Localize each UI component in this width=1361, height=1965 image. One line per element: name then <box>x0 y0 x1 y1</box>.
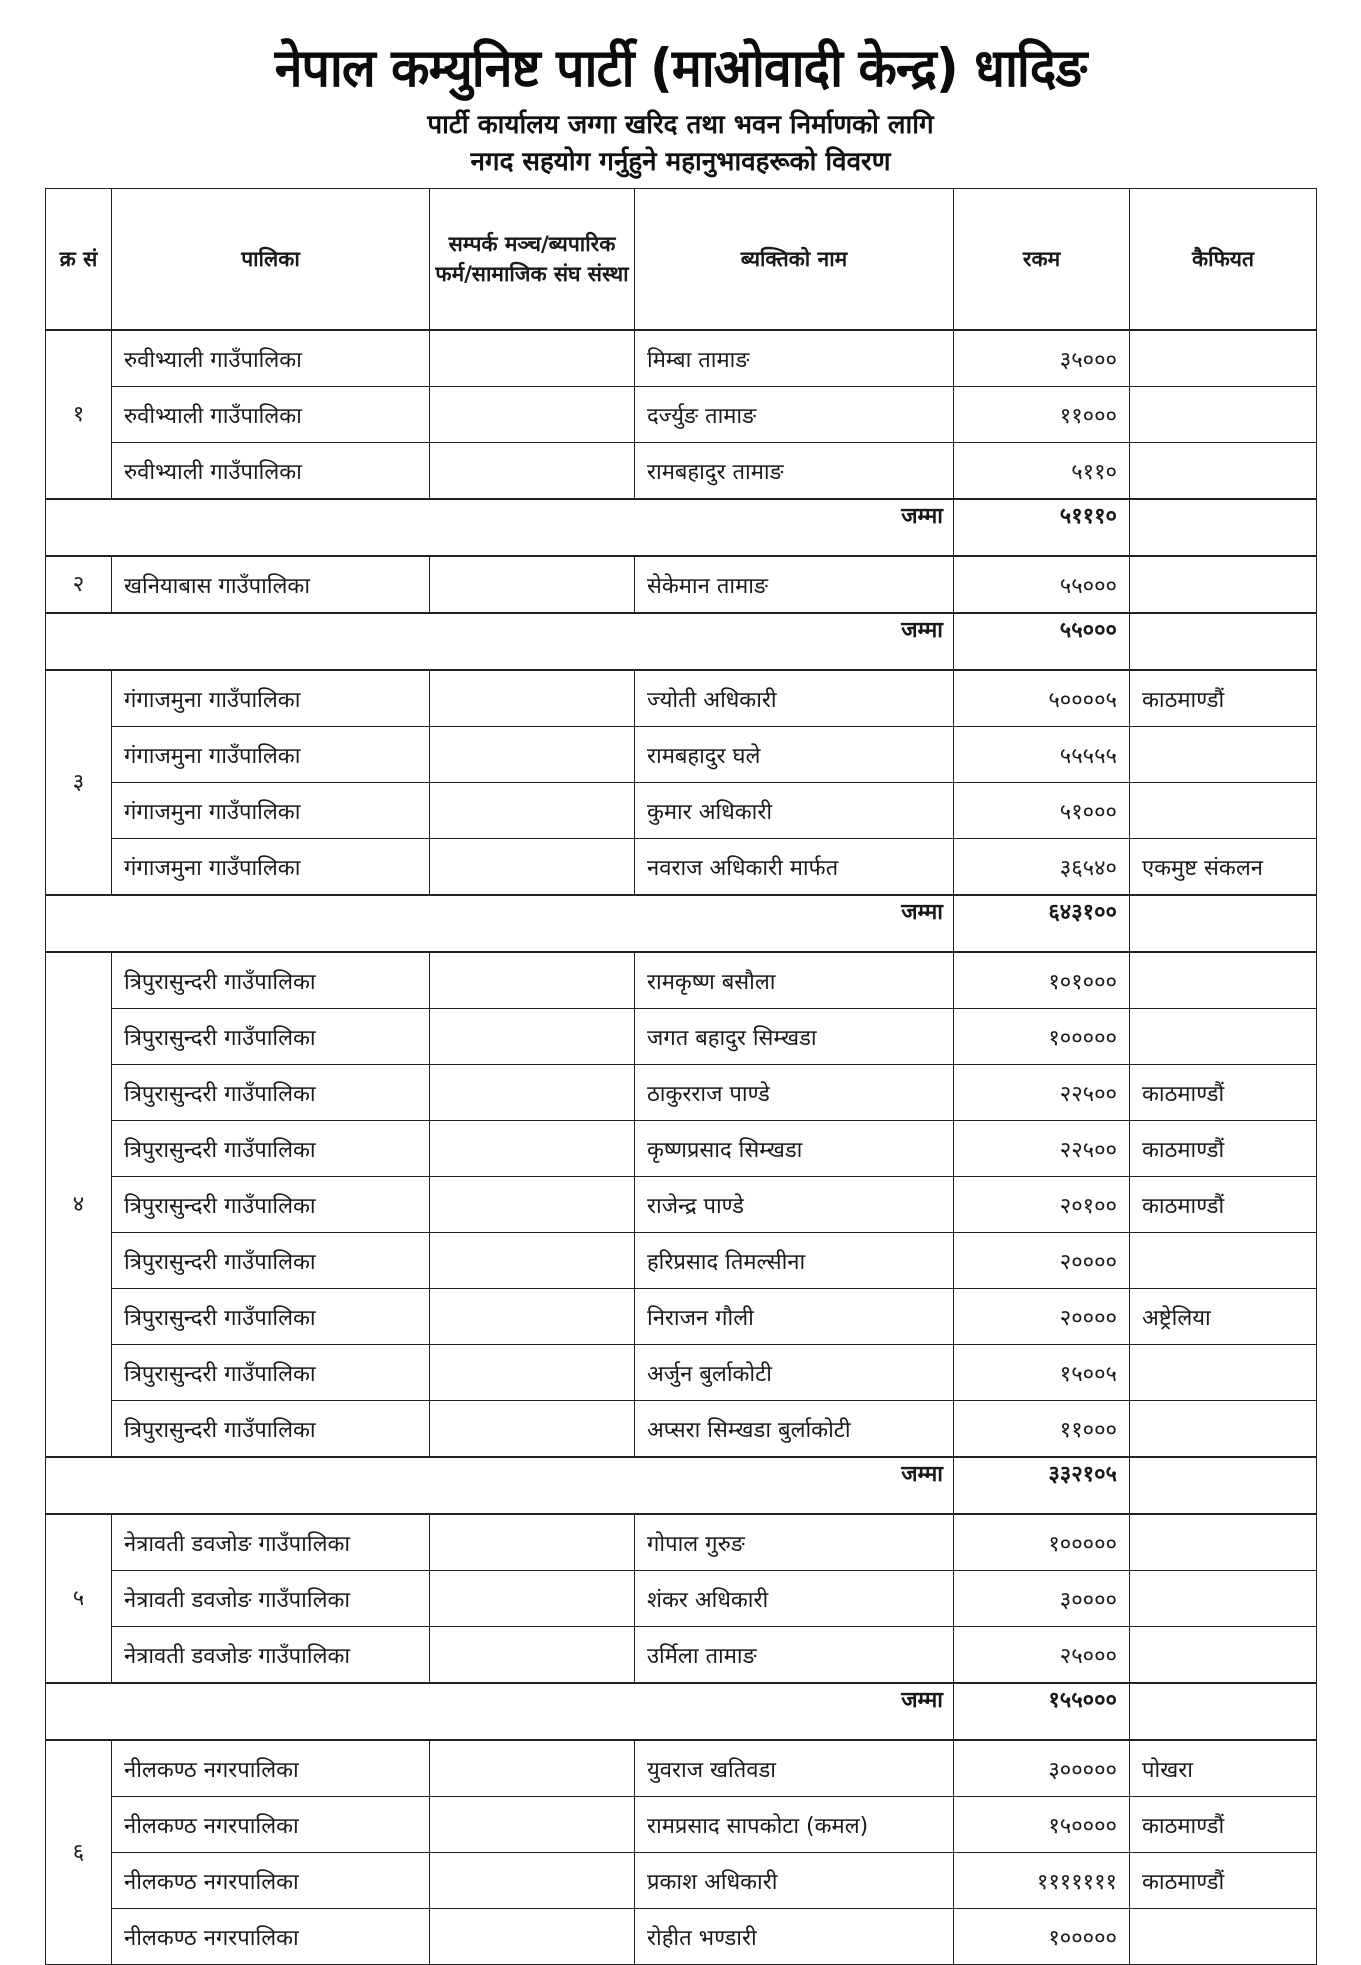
amount-cell: ५११० <box>954 443 1130 500</box>
total-amount: ५५००० <box>954 613 1130 670</box>
total-amount: १५५००० <box>954 1683 1130 1740</box>
table-row <box>46 670 1317 727</box>
donor-name-cell: रामकृष्ण बसौला <box>635 952 954 1009</box>
amount-cell: २२५०० <box>954 1121 1130 1177</box>
amount-cell: १००००० <box>954 1909 1130 1965</box>
amount-cell: ५१००० <box>954 783 1130 839</box>
palika-cell: त्रिपुरासुन्दरी गाउँपालिका <box>112 1177 430 1233</box>
palika-cell: रुवीभ्याली गाउँपालिका <box>112 443 430 500</box>
amount-cell: १५००५ <box>954 1345 1130 1401</box>
remarks-cell <box>1130 1571 1317 1627</box>
contact-cell <box>430 1177 635 1233</box>
contact-cell <box>430 1853 635 1909</box>
amount-cell: २०००० <box>954 1289 1130 1345</box>
amount-cell: ५५५५५ <box>954 727 1130 783</box>
donor-name-cell: अप्सरा सिम्खडा बुर्लाकोटी <box>635 1401 954 1458</box>
contact-cell <box>430 1289 635 1345</box>
amount-cell: १११११११ <box>954 1853 1130 1909</box>
palika-cell: गंगाजमुना गाउँपालिका <box>112 670 430 727</box>
donor-name-cell: दर्ज्युङ तामाङ <box>635 387 954 443</box>
remarks-cell <box>1130 330 1317 387</box>
table-row <box>46 1177 1317 1233</box>
total-remarks-cell <box>1130 1683 1317 1740</box>
document-subtitle-line1: पार्टी कार्यालय जग्गा खरिद तथा भवन निर्माणको लागि <box>427 110 934 140</box>
header-remarks: कैफियत <box>1130 189 1317 331</box>
remarks-cell: काठमाण्डौं <box>1130 1177 1317 1233</box>
palika-cell: नीलकण्ठ नगरपालिका <box>112 1853 430 1909</box>
donor-name-cell: शंकर अधिकारी <box>635 1571 954 1627</box>
amount-cell: ५००००५ <box>954 670 1130 727</box>
total-remarks-cell <box>1130 895 1317 952</box>
remarks-cell <box>1130 556 1317 613</box>
donor-name-cell: रामप्रसाद सापकोटा (कमल) <box>635 1797 954 1853</box>
total-remarks-cell <box>1130 499 1317 556</box>
remarks-cell <box>1130 1345 1317 1401</box>
total-remarks-cell <box>1130 613 1317 670</box>
donor-name-cell: अर्जुन बुर्लाकोटी <box>635 1345 954 1401</box>
contact-cell <box>430 330 635 387</box>
palika-cell: त्रिपुरासुन्दरी गाउँपालिका <box>112 952 430 1009</box>
table-row <box>46 952 1317 1009</box>
amount-cell: २०१०० <box>954 1177 1130 1233</box>
palika-cell: गंगाजमुना गाउँपालिका <box>112 839 430 896</box>
table-row <box>46 839 1317 896</box>
serial-number-cell: ५ <box>46 1514 112 1683</box>
group-total-row <box>46 499 1317 556</box>
palika-cell: नेत्रावती डवजोङ गाउँपालिका <box>112 1571 430 1627</box>
group-total-row <box>46 613 1317 670</box>
amount-cell: ११००० <box>954 387 1130 443</box>
contact-cell <box>430 1121 635 1177</box>
contact-cell <box>430 783 635 839</box>
contact-cell <box>430 1514 635 1571</box>
palika-cell: त्रिपुरासुन्दरी गाउँपालिका <box>112 1401 430 1458</box>
total-remarks-cell <box>1130 1457 1317 1514</box>
contact-cell <box>430 1065 635 1121</box>
total-amount: ३३२१०५ <box>954 1457 1130 1514</box>
donor-name-cell: कृष्णप्रसाद सिम्खडा <box>635 1121 954 1177</box>
donor-name-cell: उर्मिला तामाङ <box>635 1627 954 1684</box>
table-row <box>46 1345 1317 1401</box>
remarks-cell: काठमाण्डौं <box>1130 1065 1317 1121</box>
palika-cell: नीलकण्ठ नगरपालिका <box>112 1909 430 1965</box>
table-row <box>46 1797 1317 1853</box>
document-subtitle-line2: नगद सहयोग गर्नुहुने महानुभावहरूको विवरण <box>470 147 891 177</box>
remarks-cell <box>1130 783 1317 839</box>
palika-cell: खनियाबास गाउँपालिका <box>112 556 430 613</box>
donor-table-body <box>46 330 1317 1965</box>
remarks-cell: काठमाण्डौं <box>1130 1797 1317 1853</box>
table-row <box>46 727 1317 783</box>
total-label: जम्मा <box>46 613 954 670</box>
serial-number-cell: २ <box>46 556 112 613</box>
total-label: जम्मा <box>46 1457 954 1514</box>
donor-name-cell: निराजन गौली <box>635 1289 954 1345</box>
donor-name-cell: प्रकाश अधिकारी <box>635 1853 954 1909</box>
contact-cell <box>430 839 635 896</box>
palika-cell: नीलकण्ठ नगरपालिका <box>112 1740 430 1797</box>
palika-cell: नेत्रावती डवजोङ गाउँपालिका <box>112 1514 430 1571</box>
serial-number-cell: ४ <box>46 952 112 1457</box>
remarks-cell: अष्ट्रेलिया <box>1130 1289 1317 1345</box>
group-total-row <box>46 1457 1317 1514</box>
table-row <box>46 1514 1317 1571</box>
amount-cell: ३०००० <box>954 1571 1130 1627</box>
contact-cell <box>430 443 635 500</box>
palika-cell: त्रिपुरासुन्दरी गाउँपालिका <box>112 1233 430 1289</box>
contact-cell <box>430 670 635 727</box>
contact-cell <box>430 1909 635 1965</box>
amount-cell: ३६५४० <box>954 839 1130 896</box>
serial-number-cell: ६ <box>46 1740 112 1965</box>
remarks-cell <box>1130 727 1317 783</box>
header-contact: सम्पर्क मञ्च/ब्यपारिक फर्म/सामाजिक संघ संस्था <box>430 189 635 331</box>
table-row <box>46 387 1317 443</box>
contact-cell <box>430 1571 635 1627</box>
table-row <box>46 556 1317 613</box>
palika-cell: गंगाजमुना गाउँपालिका <box>112 783 430 839</box>
donor-name-cell: रामबहादुर घले <box>635 727 954 783</box>
table-row <box>46 1740 1317 1797</box>
table-row <box>46 443 1317 500</box>
contact-cell <box>430 1009 635 1065</box>
remarks-cell: काठमाण्डौं <box>1130 670 1317 727</box>
palika-cell: त्रिपुरासुन्दरी गाउँपालिका <box>112 1121 430 1177</box>
contact-cell <box>430 952 635 1009</box>
donor-name-cell: जगत बहादुर सिम्खडा <box>635 1009 954 1065</box>
remarks-cell <box>1130 952 1317 1009</box>
donor-name-cell: गोपाल गुरुङ <box>635 1514 954 1571</box>
contact-cell <box>430 1797 635 1853</box>
serial-number-cell: ३ <box>46 670 112 895</box>
contact-cell <box>430 1233 635 1289</box>
amount-cell: २२५०० <box>954 1065 1130 1121</box>
table-row <box>46 1065 1317 1121</box>
amount-cell: ३००००० <box>954 1740 1130 1797</box>
donor-name-cell: सेकेमान तामाङ <box>635 556 954 613</box>
donor-name-cell: ज्योती अधिकारी <box>635 670 954 727</box>
amount-cell: २५००० <box>954 1627 1130 1684</box>
donor-name-cell: राजेन्द्र पाण्डे <box>635 1177 954 1233</box>
remarks-cell <box>1130 1909 1317 1965</box>
table-header-row <box>46 189 1317 331</box>
palika-cell: त्रिपुरासुन्दरी गाउँपालिका <box>112 1065 430 1121</box>
remarks-cell <box>1130 443 1317 500</box>
contact-cell <box>430 727 635 783</box>
palika-cell: त्रिपुरासुन्दरी गाउँपालिका <box>112 1009 430 1065</box>
donor-name-cell: रोहीत भण्डारी <box>635 1909 954 1965</box>
table-row <box>46 783 1317 839</box>
contact-cell <box>430 1740 635 1797</box>
remarks-cell <box>1130 1009 1317 1065</box>
total-amount: ६४३१०० <box>954 895 1130 952</box>
remarks-cell <box>1130 1401 1317 1458</box>
palika-cell: त्रिपुरासुन्दरी गाउँपालिका <box>112 1345 430 1401</box>
table-row <box>46 1233 1317 1289</box>
remarks-cell: काठमाण्डौं <box>1130 1121 1317 1177</box>
remarks-cell <box>1130 1627 1317 1684</box>
donor-name-cell: नवराज अधिकारी मार्फत <box>635 839 954 896</box>
palika-cell: नेत्रावती डवजोङ गाउँपालिका <box>112 1627 430 1684</box>
amount-cell: ३५००० <box>954 330 1130 387</box>
contact-cell <box>430 387 635 443</box>
contact-cell <box>430 1345 635 1401</box>
amount-cell: ११००० <box>954 1401 1130 1458</box>
amount-cell: १५०००० <box>954 1797 1130 1853</box>
palika-cell: रुवीभ्याली गाउँपालिका <box>112 387 430 443</box>
remarks-cell <box>1130 1514 1317 1571</box>
header-name: ब्यक्तिको नाम <box>635 189 954 331</box>
remarks-cell: काठमाण्डौं <box>1130 1853 1317 1909</box>
donor-name-cell: हरिप्रसाद तिमल्सीना <box>635 1233 954 1289</box>
remarks-cell <box>1130 1233 1317 1289</box>
table-row <box>46 1289 1317 1345</box>
amount-cell: ५५००० <box>954 556 1130 613</box>
header-serial: क्र सं <box>46 189 112 331</box>
table-row <box>46 1571 1317 1627</box>
palika-cell: नीलकण्ठ नगरपालिका <box>112 1797 430 1853</box>
remarks-cell: एकमुष्ट संकलन <box>1130 839 1317 896</box>
contact-cell <box>430 556 635 613</box>
donor-table <box>45 188 1317 1965</box>
remarks-cell <box>1130 387 1317 443</box>
table-row <box>46 1121 1317 1177</box>
donor-name-cell: मिम्बा तामाङ <box>635 330 954 387</box>
contact-cell <box>430 1627 635 1684</box>
table-row <box>46 1009 1317 1065</box>
palika-cell: रुवीभ्याली गाउँपालिका <box>112 330 430 387</box>
total-amount: ५१११० <box>954 499 1130 556</box>
palika-cell: गंगाजमुना गाउँपालिका <box>112 727 430 783</box>
total-label: जम्मा <box>46 499 954 556</box>
document-title: नेपाल कम्युनिष्ट पार्टी (माओवादी केन्द्र) धादिङ <box>274 37 1087 99</box>
remarks-cell: पोखरा <box>1130 1740 1317 1797</box>
contact-cell <box>430 1401 635 1458</box>
total-label: जम्मा <box>46 1683 954 1740</box>
table-row <box>46 1627 1317 1684</box>
table-row <box>46 1401 1317 1458</box>
amount-cell: १००००० <box>954 1514 1130 1571</box>
serial-number-cell: १ <box>46 330 112 499</box>
donor-name-cell: युवराज खतिवडा <box>635 1740 954 1797</box>
header-palika: पालिका <box>112 189 430 331</box>
donor-name-cell: कुमार अधिकारी <box>635 783 954 839</box>
table-row <box>46 330 1317 387</box>
group-total-row <box>46 1683 1317 1740</box>
amount-cell: १००००० <box>954 1009 1130 1065</box>
donor-name-cell: ठाकुरराज पाण्डे <box>635 1065 954 1121</box>
header-amount: रकम <box>954 189 1130 331</box>
palika-cell: त्रिपुरासुन्दरी गाउँपालिका <box>112 1289 430 1345</box>
amount-cell: २०००० <box>954 1233 1130 1289</box>
total-label: जम्मा <box>46 895 954 952</box>
table-row <box>46 1909 1317 1965</box>
table-row <box>46 1853 1317 1909</box>
group-total-row <box>46 895 1317 952</box>
donor-name-cell: रामबहादुर तामाङ <box>635 443 954 500</box>
amount-cell: १०१००० <box>954 952 1130 1009</box>
